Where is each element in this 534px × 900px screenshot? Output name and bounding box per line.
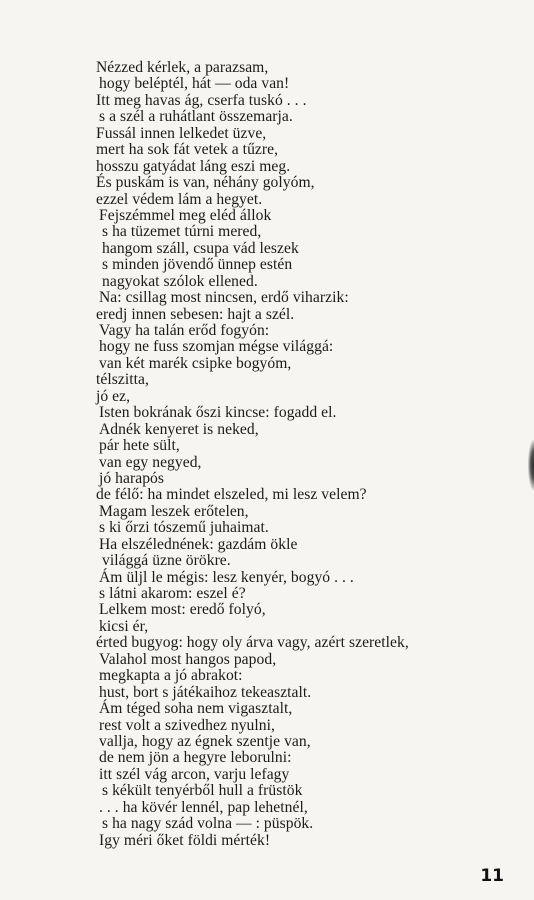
poem-line: Vagy ha talán erőd fogyón: [99,322,270,339]
poem-line: nagyokat szólok ellened. [102,272,258,290]
poem-line: Lelkem most: eredő folyó, [99,601,266,619]
poem-text [96,60,516,849]
page-number: 11 [480,866,504,886]
poem-line: Adnék kenyeret is neked, [99,420,259,438]
poem-line: s minden jövendő ünnep estén [102,256,293,274]
poem-line: mert ha sok fát vetek a tűzre, [96,141,279,159]
poem-line: eredj innen sebesen: hajt a szél. [96,305,295,323]
poem-line: Itt meg havas ág, cserfa tuskó . . . [96,91,307,109]
poem-line: itt szél vág arcon, varju lefagy [99,765,290,783]
poem-line: érted bugyog: hogy oly árva vagy, azért szeretlek, [96,634,409,652]
poem-line: de félő: ha mindet elszeled, mi lesz velem? [96,486,367,504]
poem-line: ezzel védem lám a hegyet. [96,190,263,208]
poem-line: Fejszémmel meg eléd állok [99,206,272,224]
poem-line: s látni akarom: eszel é? [99,585,246,602]
poem-line: Magam leszek erőtelen, [99,502,249,520]
poem-line: hosszu gatyádat láng eszi meg. [96,157,291,175]
poem-line: Ha elszélednének: gazdám ökle [99,535,298,553]
poem-line: Na: csillag most nincsen, erdő viharzik: [99,289,349,307]
poem-line: És puskám is van, néhány golyóm, [96,174,315,192]
poem-line: jó harapós [99,469,165,487]
poem-line: télszitta, [96,371,149,389]
poem-line: s ha tüzemet túrni mered, [102,223,262,241]
poem-line: Ám téged soha nem vigasztalt, [99,700,293,718]
poem-line: s kékült tenyérből hull a früstök [102,782,303,800]
poem-line: rest volt a szivedhez nyulni, [99,716,275,734]
poem-line: Valahol most hangos papod, [99,650,277,668]
poem-line: Fussál innen lelkedet üzve, [96,124,267,142]
poem-line: jó ez, [96,387,131,405]
poem-line: s ki őrzi tószemű juhaimat. [99,519,269,537]
poem-line: kicsi ér, [99,617,149,635]
poem-line: van két marék csipke bogyóm, [99,354,292,372]
poem-line: világgá üzne örökre. [102,552,231,570]
poem-line: megkapta a jó abrakot: [99,667,243,685]
poem-line: s a szél a ruhátlant összemarja. [99,108,293,126]
poem-line: vallja, hogy az égnek szentje van, [99,732,311,750]
poem-line: hust, bort s játékaihoz tekeasztalt. [99,683,312,701]
poem-line: Isten bokrának őszi kincse: fogadd el. [99,404,337,422]
poem-line: Igy méri őket földi mérték! [99,831,271,849]
poem-line: hogy ne fuss szomjan mégse világgá: [99,338,334,356]
poem-line: s ha nagy szád volna — : püspök. [102,815,314,833]
page-edge-mark [528,440,534,490]
poem-line: . . . ha kövér lennél, pap lehetnél, [99,798,308,816]
poem-line: hogy beléptél, hát — oda van! [99,75,290,93]
poem-line: van egy negyed, [99,453,202,471]
poem-line: Nézzed kérlek, a parazsam, [96,59,269,76]
poem-line: hangom száll, csupa vád leszek [102,239,299,257]
poem-line: pár hete sült, [99,437,180,455]
poem-line: Ám üljl le mégis: lesz kenyér, bogyó . . . [99,568,354,586]
poem-line: de nem jön a hegyre leborulni: [99,749,292,767]
